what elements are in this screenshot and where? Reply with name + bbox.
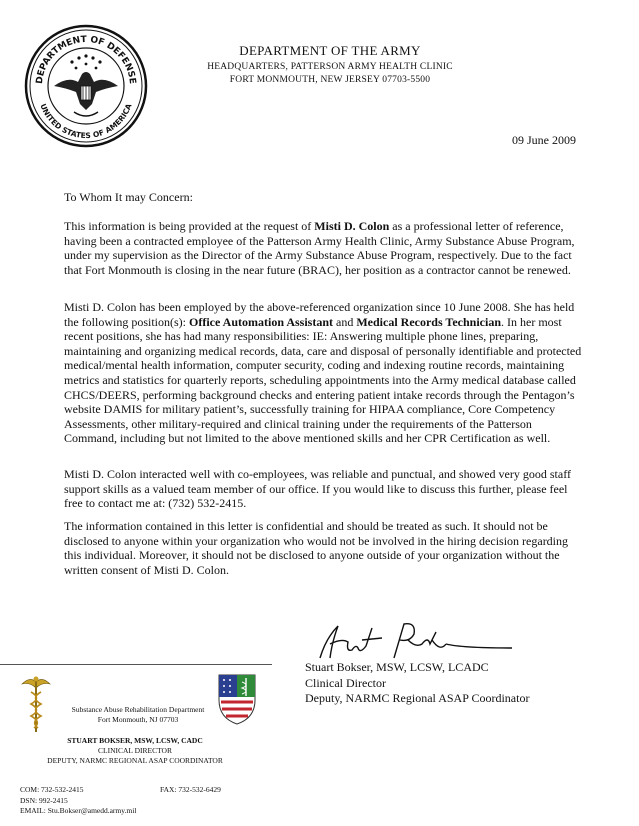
- card-contact-info: [20, 785, 270, 817]
- card-fax: FAX: 732-532-6429: [160, 785, 221, 794]
- signer-name: Stuart Bokser, MSW, LCSW, LCADC: [305, 660, 489, 674]
- position-office-automation: Office Automation Assistant: [189, 314, 333, 329]
- caduceus-icon: [20, 674, 52, 734]
- card-title: CLINICAL DIRECTOR: [98, 746, 172, 755]
- paragraph-3: Misti D. Colon interacted well with co-employees, was reliable and punctual, and showed very good staff support skills as a valued team member of our office. If you would like to discuss this further, please feel free to contact me at: (732) 532-2415.: [64, 467, 571, 511]
- department-of-defense-seal: [24, 24, 148, 148]
- header-clinic-line: HEADQUARTERS, PATTERSON ARMY HEALTH CLINIC: [207, 62, 453, 72]
- card-organization: Substance Abuse Rehabilitation Department Fort Monmouth, NJ 07703: [71, 705, 205, 724]
- business-card-edge: [0, 664, 272, 665]
- signer-position: Deputy, NARMC Regional ASAP Coordinator: [305, 691, 530, 705]
- department-title: DEPARTMENT OF THE ARMY: [239, 43, 421, 58]
- card-com-phone: COM: 732-532-2415: [20, 785, 84, 794]
- signer-title: Clinical Director: [305, 675, 386, 690]
- header-address-line: FORT MONMOUTH, NEW JERSEY 07703-5500: [229, 75, 431, 85]
- handwritten-signature: [312, 618, 522, 666]
- employee-name-bold: Misti D. Colon: [314, 219, 390, 233]
- paragraph-4: The information contained in this letter is confidential and should be treated as such. It should not be disclosed to anyone within your organization who would not be involved in the hiring decision regarding this individual. Moreover, it should not be disclosed to anyone outside of your organization without the written consent of Misti D. Colon.: [64, 519, 569, 577]
- position-medical-records: Medical Records Technician: [356, 314, 501, 329]
- card-email: EMAIL: Stu.Bokser@amedd.army.mil: [20, 806, 137, 815]
- seal-bottom-text: UNITED STATES OF AMERICA: [38, 102, 134, 141]
- salutation: To Whom It may Concern:: [64, 190, 193, 204]
- signature-block: [305, 660, 529, 707]
- card-dsn-phone: DSN: 992-2415: [20, 795, 68, 805]
- paragraph-2: Misti D. Colon has been employed by the above-referenced organization since 10 June 2008. She has held the following position(s): Office Automation Assistant and Medical Records Technician. In her most recent positions, she has had many responsibilities: IE: Answering multiple phone lines, preparing, maintaining and organizing medical records, data, care and disposal of personally identifiable and protected medical/mental health information, computer security, coding and indexing routine records, maintaining metrics and statistics for quarterly reports, scheduling appointments into the Army medical database called CHCS/DEERS, performing background checks and entering patient intake records through the Pentagon’s website DAMIS for military patient’s, successfully training for HIPAA compliance, Core Competency Assessments, other military-required and clinical training under the requirements of the Patterson Command, including but not limited to the above mentioned skills and her CPR Certification as well.: [64, 300, 582, 446]
- paragraph-1: This information is being provided at the request of Misti D. Colon as a professional letter of reference, having been a contracted employee of the Patterson Army Health Clinic, Army Substance Abuse Program, under my supervision as the Director of the Army Substance Abuse Program, respectively. Due to the fact that Fort Monmouth is closing in the near future (BRAC), her position as a contractor cannot be renewed.: [64, 219, 575, 277]
- seal-top-text: DEPARTMENT OF DEFENSE: [34, 34, 138, 85]
- letter-date: 09 June 2009: [512, 133, 576, 147]
- unit-shield-icon: [216, 672, 258, 726]
- card-name: STUART BOKSER, MSW, LCSW, CADC: [67, 736, 203, 745]
- card-name-block: [20, 736, 250, 766]
- card-position: DEPUTY, NARMC REGIONAL ASAP COORDINATOR: [47, 756, 223, 765]
